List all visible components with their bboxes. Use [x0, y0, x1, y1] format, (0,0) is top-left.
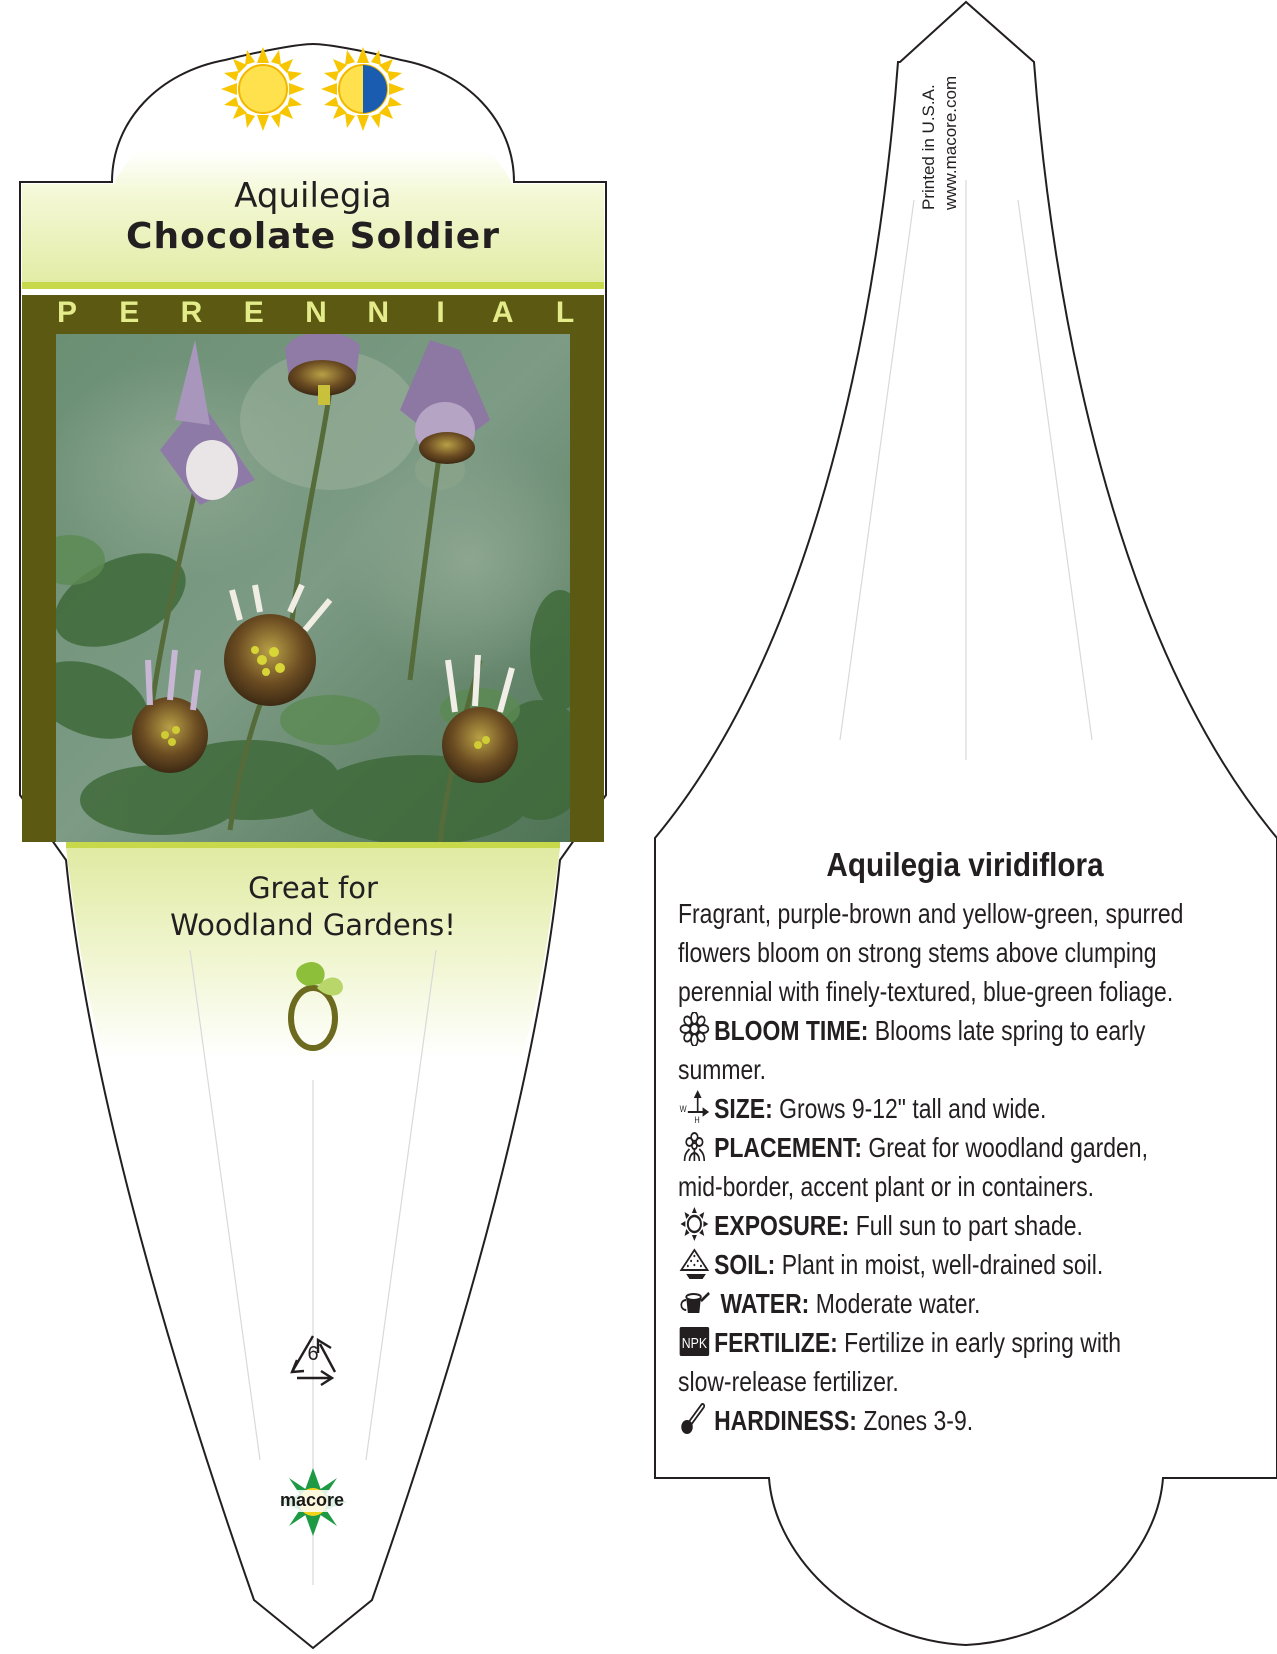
soil-row [678, 1245, 1236, 1284]
bloom-time-continued: summer. [678, 1054, 767, 1085]
size-text: Grows 9-12" tall and wide. [779, 1093, 1047, 1124]
genus-name: Aquilegia [234, 176, 392, 216]
thermometer-icon [678, 1402, 711, 1436]
tagline [20, 870, 606, 944]
size-label: SIZE: [714, 1093, 773, 1124]
category-letter: E [119, 296, 140, 329]
brand-name: macore [279, 1490, 345, 1510]
care-info [678, 894, 1238, 1440]
bloom-time-label: BLOOM TIME: [714, 1015, 869, 1046]
bloom-time-row [678, 1011, 1236, 1050]
category-letter: R [180, 296, 203, 329]
exposure-text: Full sun to part shade. [855, 1210, 1083, 1241]
front-tag [20, 44, 606, 1648]
hardiness-row [678, 1401, 1236, 1440]
category-letter: A [491, 296, 514, 329]
size-row [678, 1089, 1236, 1128]
category-letter: N [367, 296, 390, 329]
category-letter: L [555, 296, 575, 329]
category-label [56, 296, 576, 330]
product-photo [22, 332, 600, 845]
plants-icon [678, 1129, 711, 1163]
bloom-time-text: Blooms late spring to early [874, 1015, 1146, 1046]
placement-row [678, 1128, 1236, 1167]
water-text: Moderate water. [815, 1288, 981, 1319]
category-letter: E [243, 296, 264, 329]
tagline-line: Great for [248, 871, 378, 905]
soil-icon [678, 1246, 711, 1280]
description-line: Fragrant, purple-brown and yellow-green, spurred [678, 898, 1184, 929]
size-icon-h: H [694, 1115, 700, 1124]
species-name: Aquilegia viridiflora [826, 846, 1104, 883]
hardiness-text: Zones 3-9. [863, 1405, 974, 1436]
category-letter: P [56, 296, 77, 329]
recycling-code: 6 [307, 1343, 319, 1365]
fertilize-row [678, 1323, 1236, 1362]
soil-text: Plant in moist, well-drained soil. [781, 1249, 1104, 1280]
full-sun-icon [221, 47, 305, 131]
printed-line: Printed in U.S.A. [919, 84, 938, 210]
fertilize-text: Fertilize in early spring with [844, 1327, 1122, 1358]
size-arrows-icon [678, 1090, 711, 1124]
placement-continued: mid-border, accent plant or in containers. [678, 1171, 1095, 1202]
category-letter: I [436, 296, 445, 329]
placement-text: Great for woodland garden, [868, 1132, 1148, 1163]
placement-label: PLACEMENT: [714, 1132, 863, 1163]
fertilize-label: FERTILIZE: [714, 1327, 838, 1358]
size-icon-w: W [679, 1104, 687, 1115]
tagline-line: Woodland Gardens! [170, 908, 456, 942]
watering-can-icon [678, 1285, 711, 1319]
printed-line: www.macore.com [941, 75, 960, 210]
description-line: flowers bloom on strong stems above clumping [678, 937, 1157, 968]
flower-icon [678, 1012, 711, 1046]
water-label: WATER: [720, 1288, 810, 1319]
category-letter: N [305, 296, 327, 329]
printed-info [918, 0, 962, 210]
npk-icon [678, 1324, 711, 1358]
exposure-label: EXPOSURE: [714, 1210, 850, 1241]
cultivar-name: Chocolate Soldier [126, 216, 500, 257]
part-shade-icon [321, 47, 405, 131]
fertilize-continued: slow-release fertilizer. [678, 1366, 899, 1397]
soil-label: SOIL: [714, 1249, 776, 1280]
description-line: perennial with finely-textured, blue-green foliage. [678, 976, 1174, 1007]
water-row [678, 1284, 1236, 1323]
hardiness-label: HARDINESS: [714, 1405, 857, 1436]
exposure-row [678, 1206, 1236, 1245]
sun-outline-icon [678, 1207, 711, 1241]
npk-icon-text: NPK [681, 1334, 708, 1352]
